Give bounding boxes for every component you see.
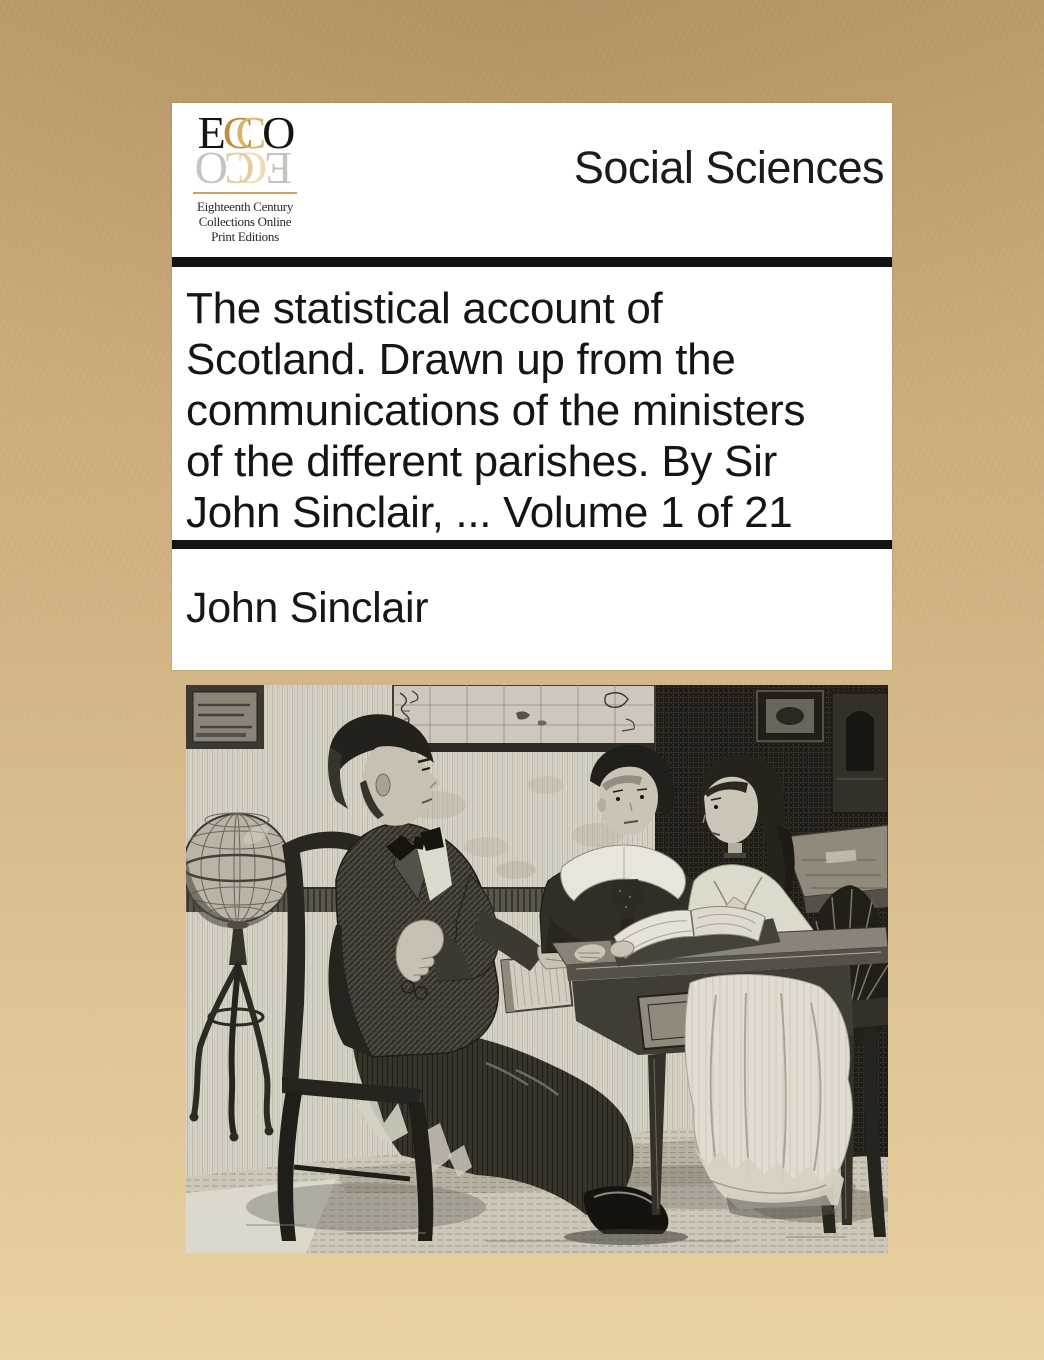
book-title — [172, 267, 892, 538]
ecco-letter-e: E — [197, 107, 223, 158]
ecco-wordmark-reflection: ECCO — [197, 143, 293, 194]
framed-picture-left — [186, 685, 264, 749]
wall-cabinet — [832, 693, 888, 813]
ecco-subtitle-line: Print Editions — [211, 229, 279, 244]
cover-header — [172, 103, 892, 257]
title-line: John Sinclair, ... Volume 1 of 21 — [186, 488, 793, 537]
ecco-letter-c1: C — [222, 107, 236, 158]
ecco-letter-o: O — [262, 107, 293, 158]
framed-picture-right — [757, 691, 823, 741]
title-line: The statistical account of — [186, 284, 663, 333]
title-line: Scotland. Drawn up from the — [186, 335, 736, 384]
title-line: communications of the ministers — [186, 386, 806, 435]
ecco-logo — [193, 107, 297, 244]
ecco-subtitle-line: Collections Online — [198, 214, 292, 229]
title-line: of the different parishes. By Sir — [186, 437, 777, 486]
ecco-subtitle-line: Eighteenth Century — [196, 199, 294, 214]
cover-illustration — [186, 685, 888, 1253]
ecco-letter-c2: C — [235, 107, 249, 158]
cover-card — [172, 103, 892, 670]
engraving-svg — [186, 685, 888, 1253]
category-label: Social Sciences — [573, 142, 884, 193]
author-name: John Sinclair — [186, 584, 429, 632]
ecco-logo-subtitle — [193, 199, 297, 244]
divider-bar-top — [172, 257, 892, 267]
wall-map — [393, 685, 655, 752]
girl-skirt — [685, 974, 852, 1209]
divider-bar-bottom — [172, 540, 892, 549]
